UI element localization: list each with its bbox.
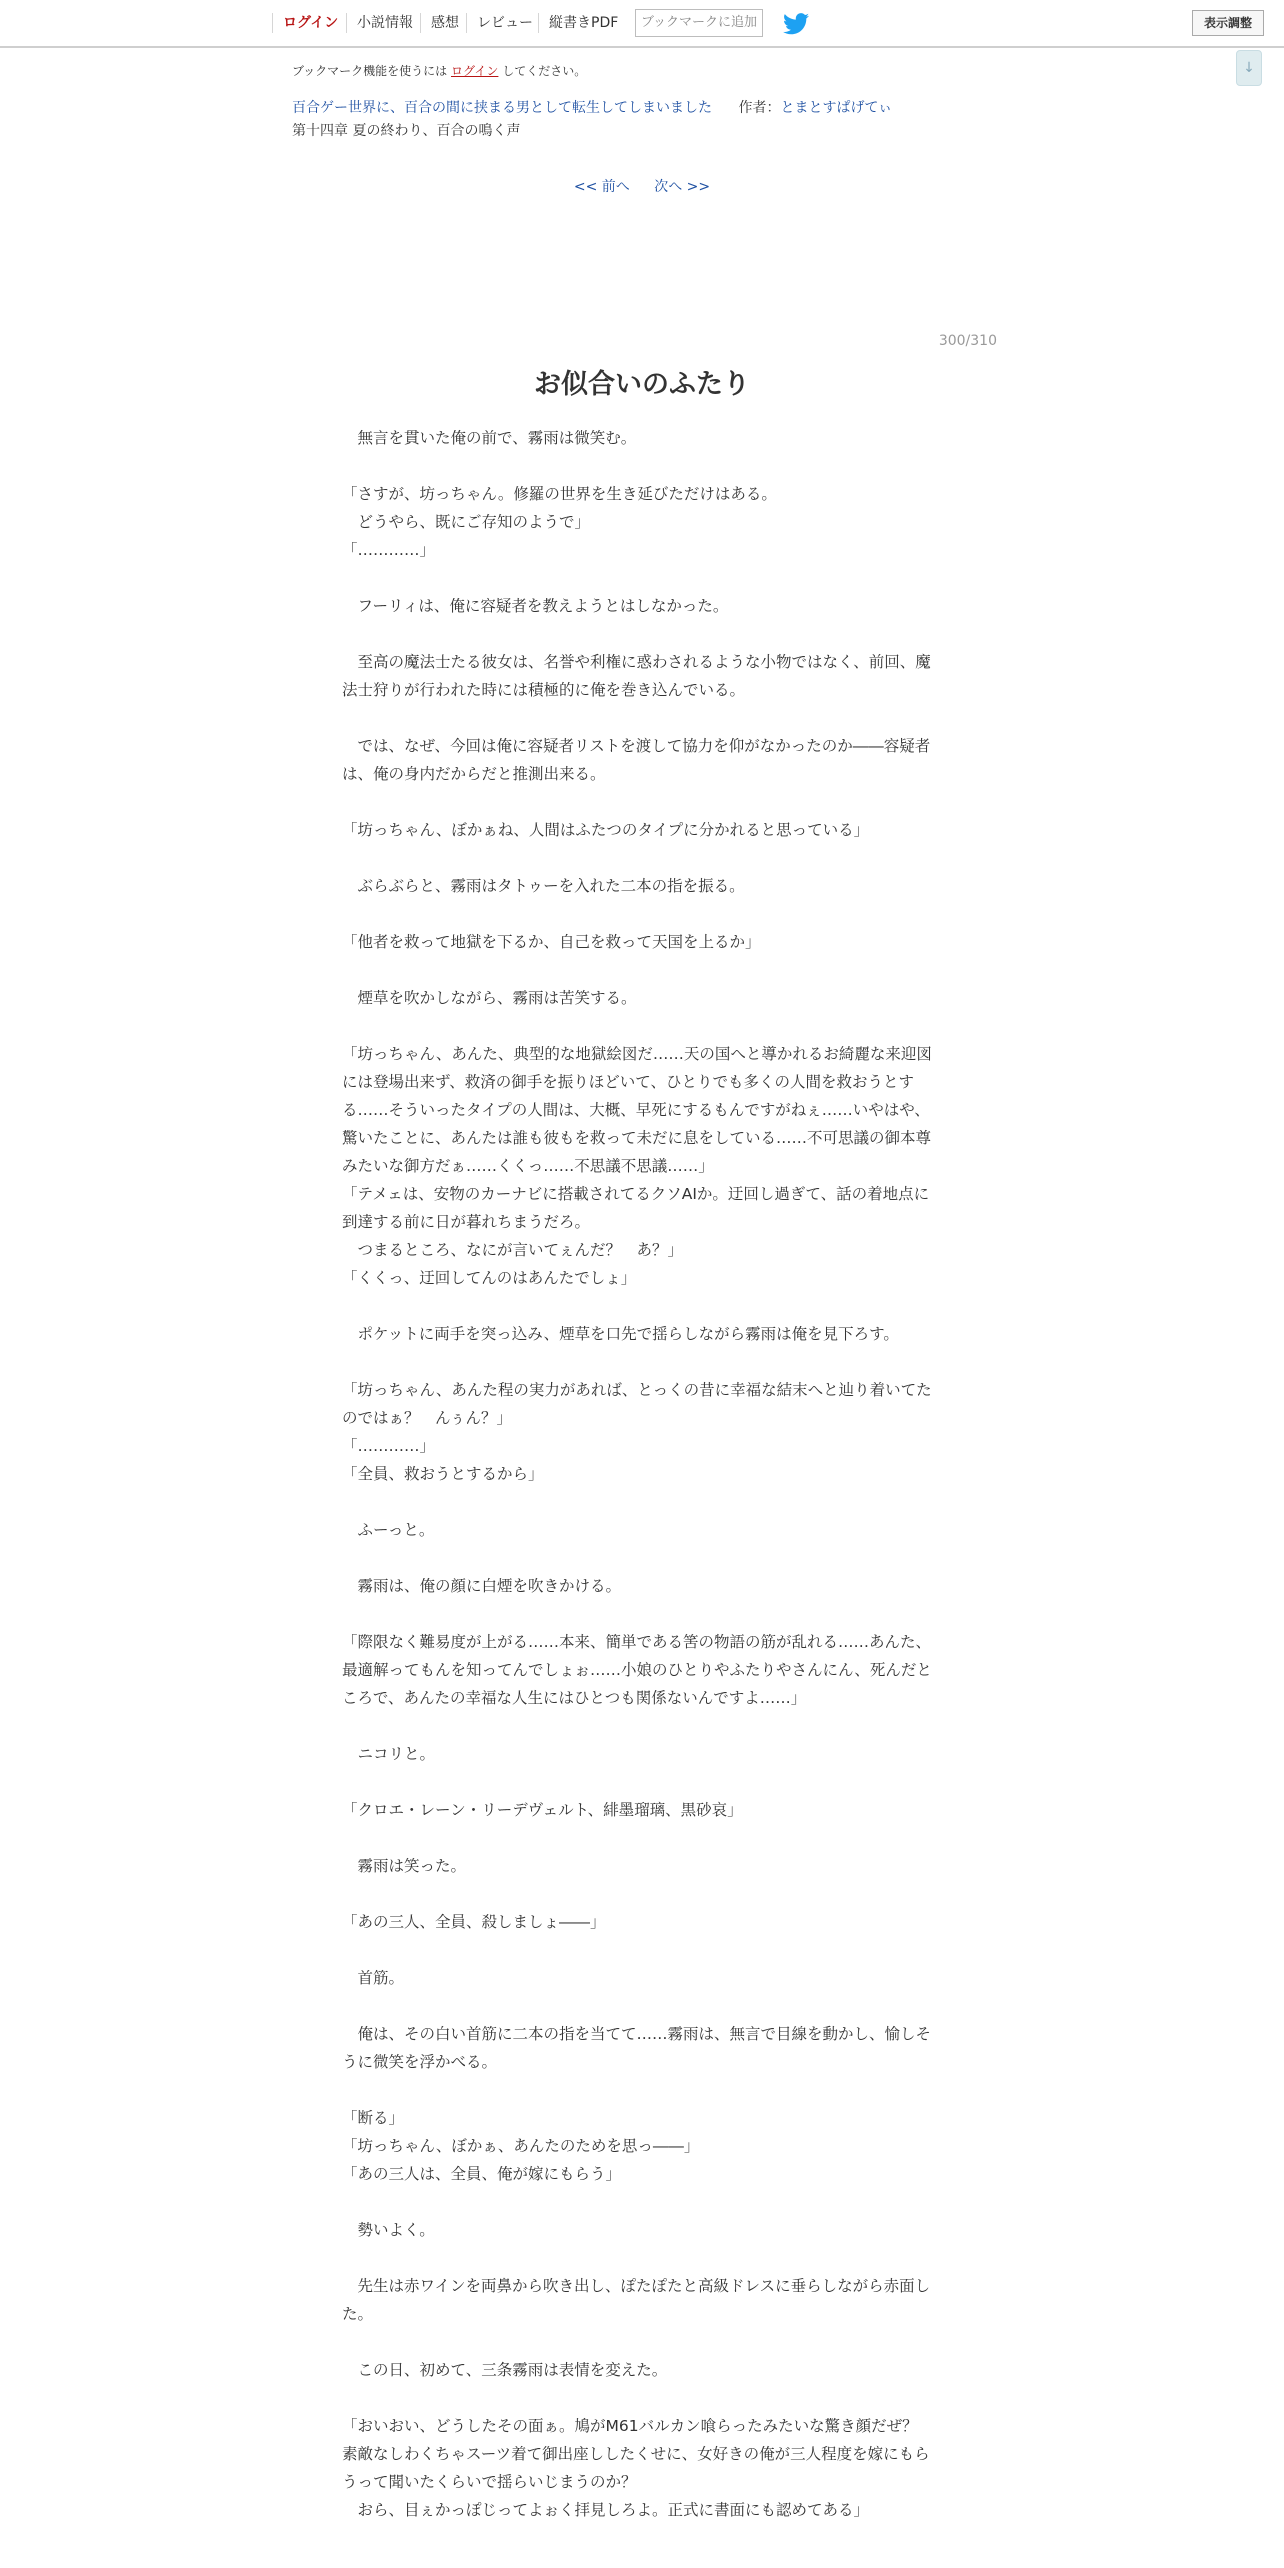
- notice-login-link[interactable]: ログイン: [451, 64, 499, 78]
- login-link[interactable]: ログイン: [272, 13, 348, 33]
- body-line: 至高の魔法士たる彼女は、名誉や利権に惑わされるような小物ではなく、前回、魔法士狩りが行われた時には積極的に俺を巻き込んでいる。: [342, 653, 931, 699]
- notice-suffix: してください。: [502, 64, 587, 78]
- body-line: [342, 1880, 942, 1908]
- impressions-link[interactable]: 感想: [420, 13, 469, 33]
- novel-info-link[interactable]: 小説情報: [346, 13, 423, 33]
- body-line: 首筋。: [342, 1969, 405, 1987]
- twitter-icon[interactable]: [783, 13, 809, 35]
- body-line: 「クロエ・レーン・リーデヴェルト、緋墨瑠璃、黒砂哀」: [342, 1801, 743, 1819]
- body-line: 「坊っちゃん、ぼかぁ、あんたのためを思っ――」: [342, 2137, 700, 2155]
- prev-page-link[interactable]: << 前へ: [573, 179, 630, 195]
- review-link[interactable]: レビュー: [466, 13, 543, 33]
- body-line: [342, 2328, 942, 2356]
- body-line: 「坊っちゃん、あんた、典型的な地獄絵図だ……天の国へと導かれるお綺麗な来迎図には登場出来ず、救済の御手を振りほどいて、ひとりでも多くの人間を救おうとする……そういったタイプの人間は、大概、早死にするもんですがねぇ……いやはや、驚いたことに、あんたは誰も彼もを救って未だに息をしている……不可思議の御本尊みたいな御方だぁ……くくっ……不思議不思議……」: [342, 1045, 932, 1175]
- top-navigation-bar: [0, 0, 1284, 48]
- body-line: 「さすが、坊っちゃん。修羅の世界を生き延びただけはある。: [342, 485, 777, 503]
- body-line: どうやら、既にご存知のようで」: [342, 513, 591, 531]
- body-line: 「おいおい、どうしたその面ぁ。鳩がM61バルカン喰らったみたいな驚き顔だぜ？ 素敵なしわくちゃスーツ着て御出座ししたくせに、女好きの俺が三人程度を嫁にもらうって聞いたくらいで揺らいじまうのか？: [342, 2417, 934, 2491]
- add-bookmark-button[interactable]: ブックマークに追加: [635, 9, 763, 37]
- body-line: おら、目ぇかっぽじってよぉく拝見しろよ。正式に書面にも認めてある」: [342, 2501, 870, 2519]
- body-line: では、なぜ、今回は俺に容疑者リストを渡して協力を仰がなかったのか――容疑者は、俺の身内だからだと推測出来る。: [342, 737, 931, 783]
- chapter-title: 第十四章 夏の終わり、百合の鳴く声: [292, 123, 521, 139]
- body-line: [342, 2188, 942, 2216]
- body-line: 「他者を救って地獄を下るか、自己を救って天国を上るか」: [342, 933, 761, 951]
- body-line: [342, 844, 942, 872]
- body-line: 「坊っちゃん、あんた程の実力があれば、とっくの昔に幸福な結末へと辿り着いてたのではぁ？ んぅん？」: [342, 1381, 932, 1427]
- body-line: [342, 2244, 942, 2272]
- body-line: 「…………」: [342, 541, 436, 559]
- page-counter: 300/310: [938, 333, 997, 349]
- body-line: [342, 1012, 942, 1040]
- body-line: [342, 452, 942, 480]
- author-label: 作者：: [738, 100, 781, 116]
- arrow-down-icon[interactable]: ↓: [1236, 50, 1262, 86]
- body-line: つまるところ、なにが言いてぇんだ？ あ？」: [342, 1241, 684, 1259]
- bookmark-login-notice: [292, 62, 586, 79]
- body-line: 「坊っちゃん、ぼかぁね、人間はふたつのタイプに分かれると思っている」: [342, 821, 870, 839]
- body-line: [342, 1768, 942, 1796]
- body-line: [342, 564, 942, 592]
- body-line: フーリィは、俺に容疑者を教えようとはしなかった。: [342, 597, 729, 615]
- body-line: [342, 1488, 942, 1516]
- body-line: 「あの三人は、全員、俺が嫁にもらう」: [342, 2165, 622, 2183]
- body-line: 「くくっ、迂回してんのはあんたでしょ」: [342, 1269, 637, 1287]
- body-line: 「テメェは、安物のカーナビに搭載されてるクソAIか。迂回し過ぎて、話の着地点に到達する前に日が暮れちまうだろ。: [342, 1185, 930, 1231]
- novel-body: [342, 424, 942, 2524]
- body-line: [342, 1992, 942, 2020]
- body-line: [342, 788, 942, 816]
- episode-title: お似合いのふたり: [534, 369, 750, 400]
- body-line: 「際限なく難易度が上がる……本来、簡単である筈の物語の筋が乱れる……あんた、最適解ってもんを知ってんでしょぉ……小娘のひとりやふたりやさんにん、死んだところで、あんたの幸福な人生にはひとつも関係ないんですよ……」: [342, 1633, 932, 1707]
- body-line: 「断る」: [342, 2109, 405, 2127]
- body-line: 霧雨は笑った。: [342, 1857, 467, 1875]
- next-page-link[interactable]: 次へ >>: [654, 179, 711, 195]
- body-line: ふーっと。: [342, 1521, 435, 1539]
- body-line: ニコリと。: [342, 1745, 436, 1763]
- notice-prefix: ブックマーク機能を使うには: [292, 64, 448, 78]
- body-line: 無言を貫いた俺の前で、霧雨は微笑む。: [342, 429, 637, 447]
- body-line: [342, 900, 942, 928]
- body-line: 俺は、その白い首筋に二本の指を当てて……霧雨は、無言で目線を動かし、愉しそうに微笑を浮かべる。: [342, 2025, 932, 2071]
- body-line: [342, 1824, 942, 1852]
- body-line: [342, 2384, 942, 2412]
- body-line: 霧雨は、俺の顔に白煙を吹きかける。: [342, 1577, 622, 1595]
- body-line: [342, 1348, 942, 1376]
- body-line: [342, 1544, 942, 1572]
- body-line: [342, 620, 942, 648]
- body-line: ぶらぶらと、霧雨はタトゥーを入れた二本の指を振る。: [342, 877, 745, 895]
- body-line: この日、初めて、三条霧雨は表情を変えた。: [342, 2361, 668, 2379]
- novel-header: [292, 97, 892, 117]
- body-line: 勢いよく。: [342, 2221, 435, 2239]
- body-line: 「あの三人、全員、殺しましょ――」: [342, 1913, 606, 1931]
- body-line: 先生は赤ワインを両鼻から吹き出し、ぽたぽたと高級ドレスに垂らしながら赤面した。: [342, 2277, 931, 2323]
- body-line: ポケットに両手を突っ込み、煙草を口先で揺らしながら霧雨は俺を見下ろす。: [342, 1325, 899, 1343]
- body-line: [342, 1712, 942, 1740]
- display-settings-button[interactable]: 表示調整: [1192, 10, 1264, 36]
- body-line: [342, 1936, 942, 1964]
- body-line: [342, 1600, 942, 1628]
- pager: [0, 176, 1284, 196]
- body-line: [342, 956, 942, 984]
- vertical-pdf-link[interactable]: 縦書きPDF: [538, 13, 628, 33]
- body-line: [342, 2076, 942, 2104]
- body-line: [342, 1292, 942, 1320]
- author-name-link[interactable]: とまとすぱげてぃ: [780, 100, 893, 116]
- body-line: 煙草を吹かしながら、霧雨は苦笑する。: [342, 989, 637, 1007]
- body-line: 「全員、救おうとするから」: [342, 1465, 544, 1483]
- body-line: [342, 704, 942, 732]
- body-line: 「…………」: [342, 1437, 436, 1455]
- novel-title-link[interactable]: 百合ゲー世界に、百合の間に挟まる男として転生してしまいました: [292, 100, 712, 116]
